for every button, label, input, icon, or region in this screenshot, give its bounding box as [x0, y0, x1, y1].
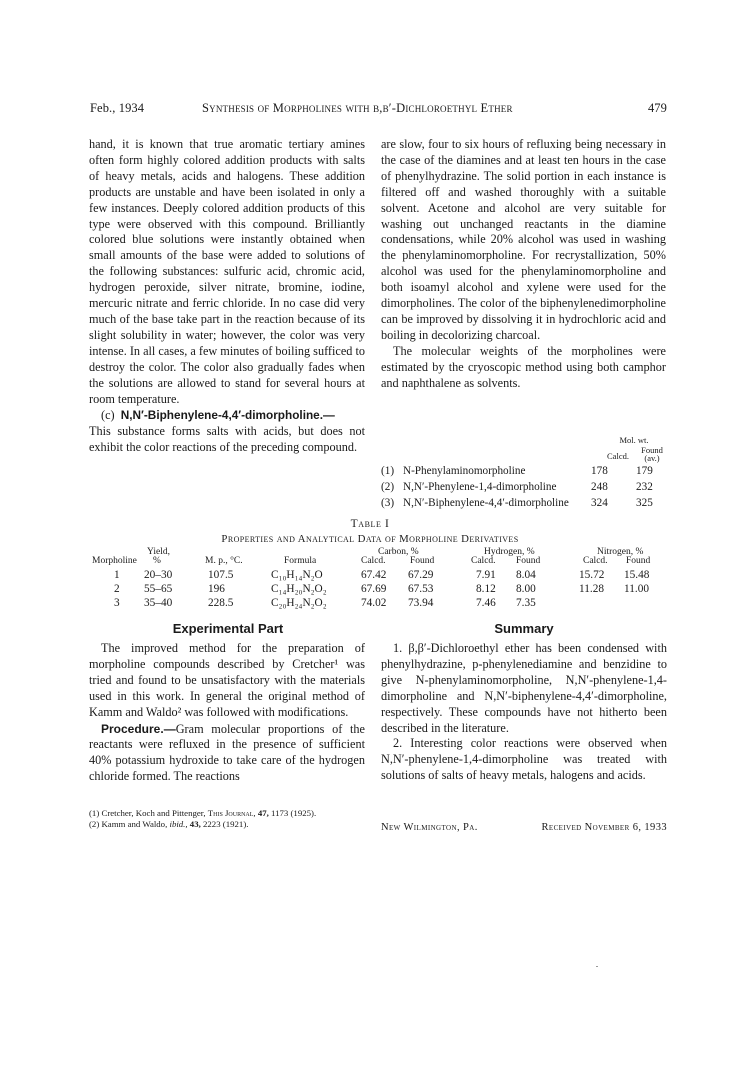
subsection-title: N,N′-Biphenylene-4,4′-dimorpholine.— [120, 408, 335, 423]
table-label: Table I [350, 518, 390, 530]
footnotes [89, 808, 367, 830]
procedure-label: Procedure.— [101, 721, 176, 736]
summary-item: 2. Interesting color reactions were observed when N,N′-phenylene-1,4-dimorpholine was treated with solutions of salts of heavy metals, halogens and acids. [381, 736, 667, 783]
table-row: (3) N,N′-Biphenylene-4,4′-dimorpholine 324 325 [381, 497, 653, 509]
molwt-header-calcd: Calcd. [607, 451, 629, 461]
left-column-bottom [89, 641, 365, 785]
running-head [90, 101, 667, 117]
scan-speck [596, 966, 598, 967]
footnote: (1) Cretcher, Koch and Pittenger, This Journal, 47, 1173 (1925). [89, 808, 317, 818]
subsection-heading [89, 408, 365, 424]
col-header-mp: M. p., °C. [205, 556, 243, 566]
col-header-carbon: Carbon, % [378, 547, 419, 557]
procedure-text: Gram molecular proportions of the reactants were refluxed in the presence of sufficient 40% potassium hydroxide to take care of the hydrogen chloride formed. The reactions [89, 721, 365, 784]
body-paragraph: hand, it is known that true aromatic tertiary amines often form highly colored addition products with salts of heavy metals, acids and halogens. These addition products are unstable and have been isolated in only a few instances. Deeply colored addition products of this type were observed with this compound. Brilliantly colored blue solutions were instantly obtained when small amounts of the base were added to solutions of the following substances: sulfuric acid, chromic acid, hydrogen peroxide, silver nitrate, bromine, iodine, mercuric nitrate and ferric chloride. In no case did very much of the base take part in the reaction because of its slight solubility in water; however, the color was very intense. In all cases, a few minutes of boiling sufficed to destroy the color. The color also gradually fades when the solutions are allowed to stand for several hours at room temperature. [89, 137, 366, 406]
molwt-header-group: Mol. wt. [619, 435, 649, 445]
experimental-heading: Experimental Part [172, 621, 284, 636]
table-row: (1) N-Phenylaminomorpholine 178 179 [381, 465, 653, 477]
running-title: Synthesis of Morpholines with β,β′-Dichloroethyl Ether [202, 101, 513, 115]
col-header-yield-unit: % [153, 556, 161, 566]
col-header-c-found: Found [410, 556, 435, 566]
page-number: 479 [647, 101, 667, 115]
body-paragraph: The molecular weights of the morpholines were estimated by the cryoscopic method using both camphor and naphthalene as solvents. [381, 343, 666, 390]
summary-heading: Summary [494, 621, 554, 636]
issue-date: Feb., 1934 [90, 101, 145, 115]
col-header-n-found: Found [626, 556, 651, 566]
right-column-bottom [381, 641, 667, 784]
col-header-n-calcd: Calcd. [583, 556, 608, 566]
body-paragraph: This substance forms salts with acids, but does not exhibit the color reactions of the preceding compound. [89, 424, 365, 455]
signoff-place: New Wilmington, Pa. [381, 822, 478, 833]
body-paragraph: are slow, four to six hours of refluxing being necessary in the case of the diamines and at least ten hours in the case of phenylhydrazine. The solid portion in each instance is filtered off and washed thoroughly with a suitable solvent. Acetone and alcohol are very suitable for washing out unchanged reactants in the diamine condensations, while 20% alcohol was used in washing the phenylaminomorpholine. For recrystallization, 50% alcohol was used for the phenylaminomorpholine and both isoamyl alcohol and xylene were used for the dimorpholines. The color of the biphenylenedimorpholine can be improved by dissolving it in hydrochloric acid and boiling in decolorizing charcoal. [381, 137, 666, 342]
left-column-top [89, 137, 365, 456]
col-header-h-calcd: Calcd. [471, 556, 496, 566]
table-title: Properties and Analytical Data of Morpholine Derivatives [221, 533, 519, 545]
procedure-paragraph [89, 722, 365, 786]
col-header-morpholine: Morpholine [92, 556, 137, 566]
col-header-h-found: Found [516, 556, 541, 566]
col-header-c-calcd: Calcd. [361, 556, 386, 566]
subsection-label: (c) [101, 408, 115, 423]
body-paragraph: The improved method for the preparation of morpholine compounds described by Cretcher¹ was tried and found to be unsatisfactory with the materials used in this work. In general the original method of Kamm and Waldo² was followed with modifications. [89, 641, 365, 719]
col-header-nitrogen: Nitrogen, % [597, 547, 644, 557]
molwt-header-found: Found [641, 445, 663, 455]
signoff [381, 822, 667, 836]
right-column-top [381, 137, 666, 392]
footnote: (2) Kamm and Waldo, ibid., 43, 2223 (1921). [89, 819, 249, 829]
summary-item: 1. β,β′-Dichloroethyl ether has been condensed with phenylhydrazine, p-phenylenediamine and benzidine to give N-phenylaminomorpholine, N,N′-phenylene-1,4-dimorpholine and N,N′-biphenylene-4,4′-dimorpholine, respectively. These compounds have not hitherto been described in the literature. [381, 641, 667, 735]
molwt-header-found-av: (av.) [644, 453, 660, 463]
col-header-formula: Formula [284, 556, 317, 566]
signoff-received: Received November 6, 1933 [541, 822, 667, 833]
journal-page: Feb., 1934 Synthesis of Morpholines with β,β′-Dichloroethyl Ether 479 hand, it is known that true aromatic tertiary amines often form highly colored addition products with salts of heavy metals, acids and halogens. These addition products are unstable and have been isolated in only a few instances. Deeply colored addition products of this type were observed with this compound. Brilliantly colored blue solutions were instantly obtained when small amounts of the base were added to solutions of the following substances: sulfuric acid, chromic acid, hydrogen peroxide, silver nitrate, bromine, iodine, mercuric nitrate and ferric chloride. In no case did very much of the base take part in the reaction because of its slight solubility in water; however, the color was very intense. In all cases, a few minutes of boiling sufficed to destroy the color. The color also gradually fades when the solutions are allowed to stand for several hours at room temperature. (c) N,N′-Biphenylene-4,4′-dimorpholine.— This substance forms salts with acids, but does not exhibit the color reactions of the preceding compound. are slow, four to six hours of refluxing being necessary in the case of the diamines and at least ten hours in the case of phenylhydrazine. The solid portion in each instance is filtered off and washed thoroughly with a suitable solvent. Acetone and alcohol are very suitable for washing out unchanged reactants in the diamine condensations, while 20% alcohol was used in washing the phenylaminomorpholine. For recrystallization, 50% alcohol was used for the phenylaminomorpholine and both isoamyl alcohol and xylene were used for the dimorpholines. The color of the biphenylenedimorpholine can be improved by dissolving it in hydrochloric acid and boiling in decolorizing charcoal. The molecular weights of the morpholines were estimated by the cryoscopic method using both camphor and naphthalene as solvents. Mol. wt. Calcd. Found (av.) (1) N-Phenylaminomorpholine 178 179 (2) N,N′-Phenylene-1,4-dimorpholine 248 232 (3) N,N′-Biphenylene-4,4′-dimorpholine 324 325 Table I Properties and Analytical Data of Morpholine Derivatives Morpholine Yield, % M. p., °C. Formula Carbon, % Calcd. Found Hydrogen, % Calcd. Found Nitrogen, % Calcd. Found 1 20–30 107.5 C₁₀H₁₄N₂O 67.42 67.29 7.91 8.04 15.72 15.48 2 55–65 196 C₁₄H₂₀N₂O₂ 67.69 67.53 8.12 8.00 11.28 11.00 3 35–40 228.5 C₂₀H₂₄N₂O₂ 74.02 73.94 7.46 7.35 Experimental Part Summary The improved method for the preparation of morpholine compounds described by Cretcher¹ was tried and found to be unsatisfactory with the materials used in this work. In general the original method of Kamm and Waldo² was followed with modifications. Procedure.—Gram molecular proportions of the reactants were refluxed in the presence of sufficient 40% potassium hydroxide to take care of the hydrogen chloride formed. The reactions (1) Cretcher, Koch and Pittenger, This Journal, 47, 1173 (1925). (2) Kamm and Waldo, ibid., 43, 2223 (1921). 1. β,β′-Dichloroethyl ether has been condensed with phenylhydrazine, p-phenylenediamine and benzidine to give N-phenylaminomorpholine, N,N′-phenylene-1,4-dimorpholine and N,N′-biphenylene-4,4′-dimorpholine, respectively. These compounds have not hitherto been described in the literature. 2. Interesting color reactions were observed when N,N′-phenylene-1,4-dimorpholine was treated with solutions of salts of heavy metals, halogens and acids. New Wilmington, Pa. Received November 6, 1933 [0, 0, 740, 1084]
table-row: (2) N,N′-Phenylene-1,4-dimorpholine 248 232 [381, 481, 653, 493]
col-header-yield: Yield, [147, 547, 170, 557]
col-header-hydrogen: Hydrogen, % [484, 547, 535, 557]
